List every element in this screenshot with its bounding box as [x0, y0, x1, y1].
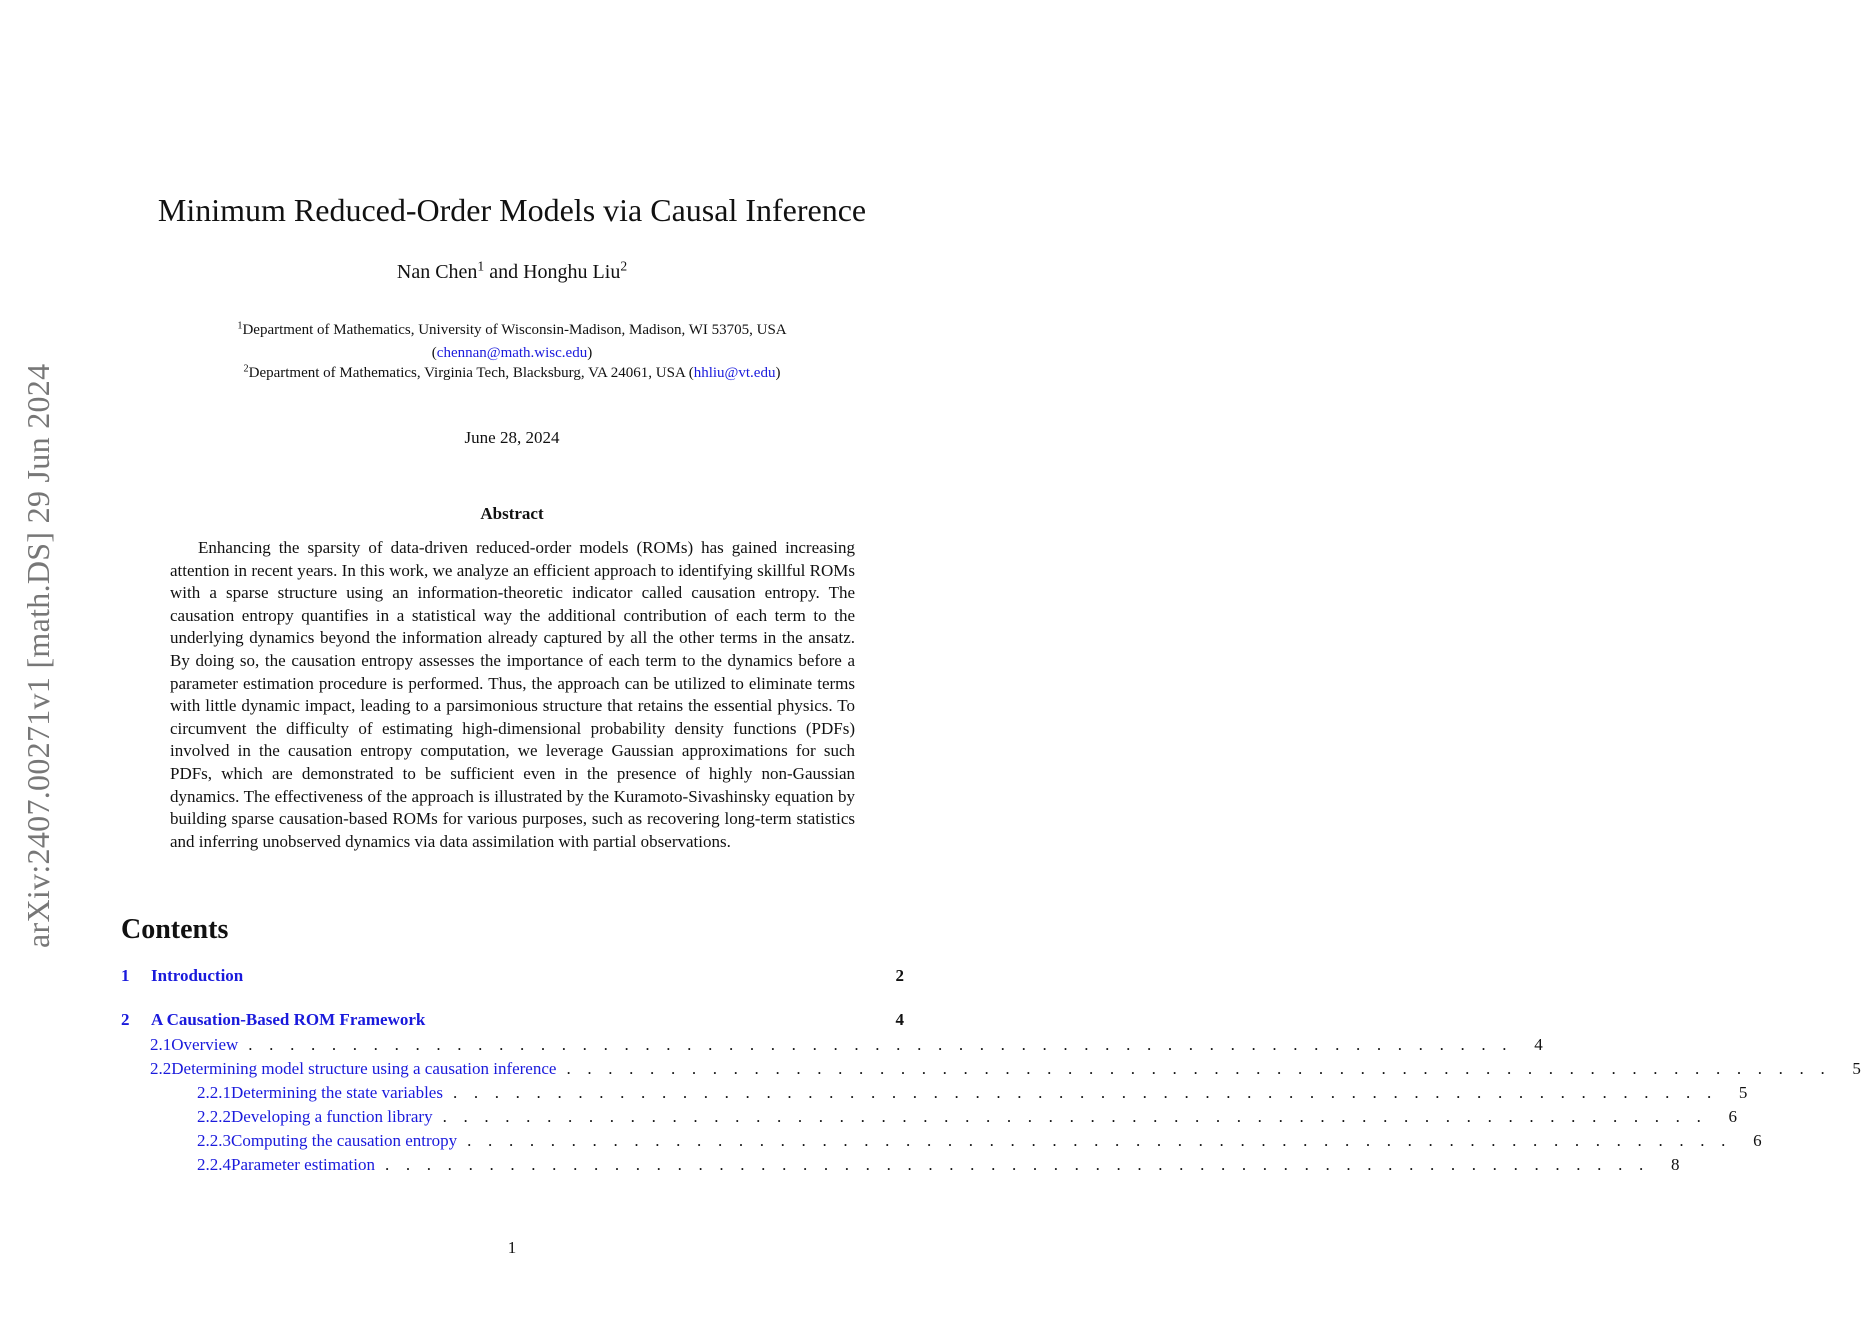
toc-page: 4 [1534, 1035, 1543, 1054]
abstract-heading: Abstract [480, 504, 544, 523]
email-link[interactable]: hhliu@vt.edu [693, 365, 776, 381]
toc-label[interactable]: A Causation-Based ROM Framework [151, 1010, 426, 1029]
affiliation-text: Department of Mathematics, University of Wisconsin-Madison, Madison, WI 53705, USA [242, 322, 787, 338]
toc-label[interactable]: Determining model structure using a causation inference [171, 1059, 557, 1078]
affiliation-1-email: (chennan@math.wisc.edu) [431, 345, 593, 361]
author-conjunction: and [484, 261, 524, 283]
arxiv-identifier: arXiv:2407.00271v1 [math.DS] 29 Jun 2024 [20, 363, 56, 948]
toc-label[interactable]: Computing the causation entropy [231, 1131, 458, 1150]
toc-page: 6 [1728, 1107, 1738, 1126]
author-affiliation-mark: 2 [620, 258, 628, 274]
page-number: 1 [507, 1238, 517, 1257]
authors-line [0, 258, 1024, 284]
toc-number[interactable]: 2.2.4 [197, 1155, 231, 1174]
affiliation-mark: 2 [243, 363, 249, 375]
toc-entry[interactable] [197, 1083, 1748, 1107]
toc-label[interactable]: Determining the state variables [231, 1083, 443, 1102]
toc-entry[interactable] [150, 1059, 1861, 1083]
toc-page: 5 [1738, 1083, 1748, 1102]
toc-page: 5 [1852, 1059, 1861, 1078]
toc-entry[interactable] [197, 1131, 1762, 1155]
toc-page: 2 [895, 966, 904, 985]
toc-number[interactable]: 2.2.3 [197, 1131, 231, 1150]
toc-leader-dots: . . . . . . . . . . . . . . . . . . . . . . . . . . . . . . . . . . . . . . . . . . . . . . . . . . . . . . . . . . . . . [452, 1083, 1718, 1102]
toc-leader-dots: . . . . . . . . . . . . . . . . . . . . . . . . . . . . . . . . . . . . . . . . . . . . . . . . . . . . . . . . . . . . . [442, 1107, 1708, 1126]
author-name: Nan Chen [396, 261, 478, 283]
abstract-body: Enhancing the sparsity of data-driven reduced-order models (ROMs) has gained increasing attention in recent years. In this work, we analyze an efficient approach to identifying skillful ROMs with a sparse structure using an information-theoretic indicator called causation entropy. The causation entropy quantifies in a statistical way the additional contribution of each term to the underlying dynamics beyond the information already captured by all the other terms in the ansatz. By doing so, the causation entropy assesses the importance of each term to the dynamics before a parameter estimation procedure is performed. Thus, the approach can be utilized to eliminate terms with little dynamic impact, leading to a parsimonious structure that retains the essential physics. To circumvent the difficulty of estimating high-dimensional probability density functions (PDFs) involved in the causation entropy computation, we leverage Gaussian approximations for such PDFs, which are demonstrated to be sufficient even in the presence of highly non-Gaussian dynamics. The effectiveness of the approach is illustrated by the Kuramoto-Sivashinsky equation by building sparse causation-based ROMs for various purposes, such as recovering long-term statistics and inferring unobserved dynamics via data assimilation with partial observations. [170, 538, 855, 851]
toc-label[interactable]: Introduction [151, 966, 244, 985]
toc-leader-dots: . . . . . . . . . . . . . . . . . . . . . . . . . . . . . . . . . . . . . . . . . . . . . . . . . . . . . . . . . . . . . [566, 1059, 1831, 1078]
toc-number[interactable]: 2 [121, 1010, 130, 1029]
toc-label[interactable]: Parameter estimation [231, 1155, 375, 1174]
affiliation-1 [0, 322, 1024, 339]
toc-number[interactable]: 2.2.2 [197, 1107, 231, 1126]
paper-title: Minimum Reduced-Order Models via Causal Inference [157, 192, 867, 228]
toc-number[interactable]: 2.1 [150, 1035, 172, 1054]
toc-entry[interactable] [197, 1107, 1738, 1131]
email-link[interactable]: chennan@math.wisc.edu [436, 345, 588, 361]
date: June 28, 2024 [464, 428, 560, 447]
toc-page: 4 [895, 1010, 904, 1029]
toc-leader-dots: . . . . . . . . . . . . . . . . . . . . . . . . . . . . . . . . . . . . . . . . . . . . . . . . . . . . . . . . . . . . . [248, 1035, 1513, 1054]
toc-page: 8 [1670, 1155, 1680, 1174]
contents-heading: Contents [121, 914, 229, 945]
toc-label[interactable]: Overview [171, 1035, 239, 1054]
toc-number[interactable]: 1 [121, 966, 130, 985]
affiliation-mark: 1 [237, 320, 243, 332]
toc-leader-dots: . . . . . . . . . . . . . . . . . . . . . . . . . . . . . . . . . . . . . . . . . . . . . . . . . . . . . . . . . . . . . [384, 1155, 1650, 1174]
toc-entry[interactable] [121, 966, 904, 990]
toc-entry[interactable] [121, 1010, 904, 1034]
toc-page: 6 [1753, 1131, 1762, 1150]
author-name: Honghu Liu [523, 261, 621, 283]
toc-leader-dots: . . . . . . . . . . . . . . . . . . . . . . . . . . . . . . . . . . . . . . . . . . . . . . . . . . . . . . . . . . . . . [467, 1131, 1732, 1150]
toc-entry[interactable] [197, 1155, 1680, 1179]
toc-number[interactable]: 2.2.1 [197, 1083, 231, 1102]
affiliation-2: $^2$Department of Mathematics, Virginia Tech, Blacksburg, VA 24061, USA (hhliu@vt.edu) [243, 363, 781, 381]
toc-number[interactable]: 2.2 [150, 1059, 172, 1078]
author-affiliation-mark: 1 [477, 258, 485, 274]
affiliation-text: Department of Mathematics, Virginia Tech, Blacksburg, VA 24061, USA [248, 365, 685, 381]
toc-label[interactable]: Developing a function library [231, 1107, 433, 1126]
toc-entry[interactable] [150, 1035, 1543, 1059]
